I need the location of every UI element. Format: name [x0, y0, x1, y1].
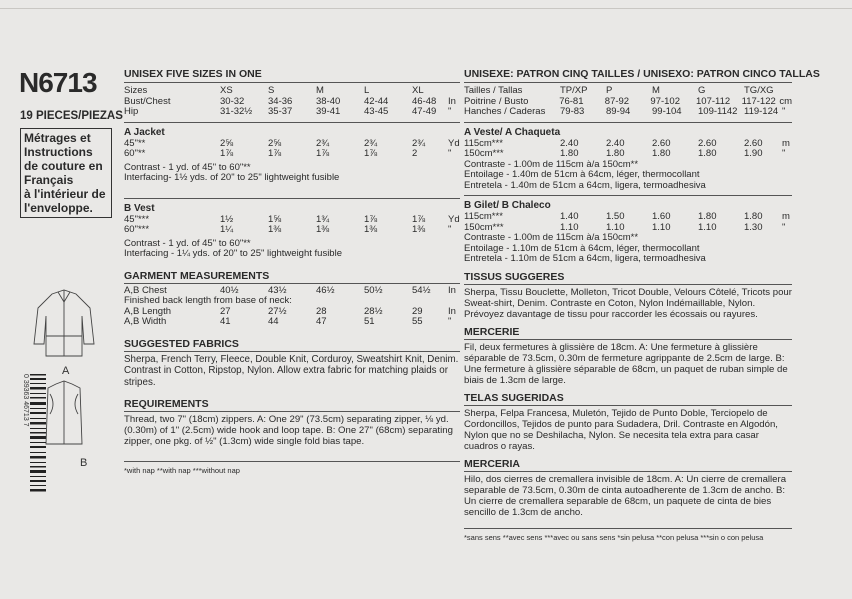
vest-title: B Vest — [124, 202, 155, 214]
veste-row-150: 150cm*** 1.80 1.80 1.80 1.80 1.90 " — [464, 148, 786, 159]
divider — [464, 195, 792, 196]
bust-row: Bust/Chest 30-32 34-36 38-40 42-44 46-48 In — [124, 95, 456, 107]
divider — [464, 122, 792, 123]
french-instructions-box: Métrages et Instructions de couture en Français à l'intérieur de l'enveloppe. — [20, 128, 112, 218]
suggested-fabrics-text: Sherpa, French Terry, Fleece, Double Knit, Corduroy, Sweatshirt Knit, Denim. Contrast in Cotton, Ripstop, Nylon. Allow extra fabric for matching plaids or stripes. — [124, 353, 459, 388]
english-footnote: *with nap **with nap ***without nap — [124, 466, 240, 475]
veste-entretela: Entretela - 1.40m de 51cm a 64cm, ligera, termoadhesiva — [464, 179, 706, 191]
size-table — [124, 86, 460, 118]
gilet-contraste: Contraste - 1.00m de 115cm à/a 150cm** — [464, 232, 639, 243]
telas-text: Sherpa, Felpa Francesa, Muletón, Tejido de Punto Doble, Terciopelo de Cordoncillos, Tejidos de punto para Sudadera, Dril. Contraste en Algodón, Nylon que no se Deshilacha, Nylon. Se necesita tela extra para casar cuadros o rayas. — [464, 407, 778, 452]
jacket-row-45: 45"** 2⅝ 2⅝ 2¾ 2¾ 2¾ Yd — [124, 137, 460, 149]
english-header: UNISEX FIVE SIZES IN ONE — [124, 68, 460, 83]
french-spanish-footnote: *sans sens **avec sens ***avec ou sans sens *sin pelusa **con pelusa ***sin o con pelusa — [464, 532, 764, 542]
hip-row: Hip 31-32½ 35-37 39-41 43-45 47-49 " — [124, 106, 452, 117]
tissus-header: TISSUS SUGGERES — [464, 271, 792, 285]
garment-measurements-header: GARMENT MEASUREMENTS — [124, 270, 460, 284]
divider — [124, 122, 460, 123]
telas-header: TELAS SUGERIDAS — [464, 392, 792, 406]
mercerie-header: MERCERIE — [464, 326, 792, 340]
gilet-title: B Gilet/ B Chaleco — [464, 200, 551, 211]
jacket-title: A Jacket — [124, 126, 165, 138]
chest-row: A,B Chest 40½ 43½ 46½ 50½ 54½ In — [124, 284, 456, 296]
gilet-entoilage: Entoilage - 1.10m de 51cm à 64cm, léger, thermocollant — [464, 242, 700, 254]
french-spanish-header: UNISEXE: PATRON CINQ TAILLES / UNISEXO: PATRON CINCO TALLAS — [464, 68, 792, 83]
pattern-info-panel — [18, 64, 836, 584]
back-length-label: Finished back length from base of neck: — [124, 295, 292, 306]
width-row: A,B Width 41 44 47 51 55 " — [124, 316, 452, 327]
piece-count: 19 PIECES/PIEZAS — [20, 110, 123, 122]
pattern-number: N6713 — [19, 67, 97, 98]
jacket-interfacing: Interfacing- 1½ yds. of 20" to 25" lightweight fusible — [124, 172, 340, 183]
suggested-fabrics-header: SUGGESTED FABRICS — [124, 338, 460, 352]
mercerie-text: Fil, deux fermetures à glissière de 18cm. A: Une fermeture à glissière séparable de 73.5cm, 0.30m de fermeture agrippante de 2.5cm de large. B: Une fermeture à glissière séparable de 68cm, un paquet de ruban simple de biais de 1.3cm de large. — [464, 341, 788, 386]
vest-row-60: 60"*** 1¼ 1⅜ 1⅜ 1⅜ 1⅜ " — [124, 224, 452, 235]
requirements-text: Thread, two 7" (18cm) zippers. A: One 29" (73.5cm) separating zipper, ⅛ yd. (0.30m) of 1" (2.5cm) wide hook and loop tape. B: One 27" (68cm) separating zipper, one pkg. of ½" (1.3cm) wide single fold bias tape. — [124, 414, 453, 447]
french-spanish-column — [464, 68, 820, 542]
sizes-row: Sizes XS S M L XL — [124, 85, 424, 96]
requirements-header: REQUIREMENTS — [124, 398, 460, 412]
vest-interfacing: Interfacing - 1¼ yds. of 20" to 25" lightweight fusible — [124, 248, 342, 259]
illustration-label-b: B — [80, 457, 88, 469]
length-row: A,B Length 27 27½ 28 28½ 29 In — [124, 305, 456, 317]
veste-contraste: Contraste - 1.00m de 115cm à/a 150cm** — [464, 158, 639, 170]
envelope-flap-line — [0, 8, 852, 9]
jacket-contrast: Contrast - 1 yd. of 45" to 60"** — [124, 161, 251, 173]
tissus-text: Sherpa, Tissu Bouclette, Molleton, Tricot Double, Velours Côtelé, Tricots pour Sweat-shirt, Denim. Contraste en Coton, Nylon Indémaillable, Nylon. Prévoyez davantage de tissu pour raccorder les écossais ou rayures. — [464, 286, 792, 320]
illustration-label-a: A — [62, 365, 70, 377]
merceria-header: MERCERIA — [464, 458, 792, 472]
gilet-row-115: 115cm*** 1.40 1.50 1.60 1.80 1.80 m — [464, 211, 790, 222]
upc-barcode — [16, 372, 52, 502]
divider — [124, 461, 460, 462]
vest-contrast: Contrast - 1 yd. of 45" to 60"** — [124, 237, 251, 249]
divider — [124, 198, 460, 199]
english-column — [124, 68, 460, 475]
hanches-row: Hanches / Caderas 79-83 89-94 99-104 109-1142 119-124 " — [464, 106, 786, 117]
tailles-row: Tailles / Tallas TP/XP P M G TG/XG — [464, 85, 774, 96]
gilet-row-150: 150cm*** 1.10 1.10 1.10 1.10 1.30 " — [464, 221, 786, 233]
veste-entoilage: Entoilage - 1.40m de 51cm à 64cm, léger, thermocollant — [464, 169, 700, 180]
jacket-drawing-icon — [34, 290, 94, 356]
poitrine-row: Poitrine / Busto 76-81 87-92 97-102 107-112 117-122 cm — [464, 95, 792, 107]
veste-title: A Veste/ A Chaqueta — [464, 126, 561, 138]
gilet-entretela: Entretela - 1.10m de 51cm a 64cm, ligera, termoadhesiva — [464, 253, 706, 264]
upc-number: 0 39363 46713 7 — [22, 374, 29, 427]
merceria-text: Hilo, dos cierres de cremallera invisible de 18cm. A: Un cierre de cremallera separable de 73.5cm, 0.30m de cinta autoadherente de 1.3cm de ancho. B: Un cierre de cremallera separable de 68cm, un paquete de cinta de bies sencillo de 1.3cm de ancho. — [464, 473, 787, 518]
vest-row-45: 45"*** 1½ 1⅝ 1¾ 1⅞ 1⅞ Yd — [124, 213, 460, 225]
veste-row-115: 115cm*** 2.40 2.40 2.60 2.60 2.60 m — [464, 137, 790, 149]
divider — [464, 528, 792, 529]
jacket-row-60: 60"** 1⅞ 1⅞ 1⅞ 1⅞ 2 " — [124, 148, 452, 159]
